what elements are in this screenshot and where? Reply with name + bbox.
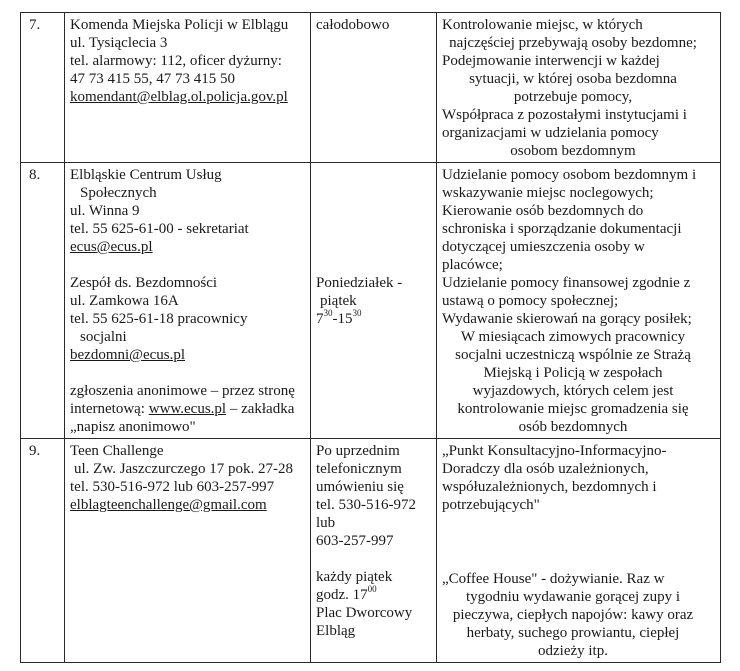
task-line: współuzależnionych, bezdomnych i [442,479,657,495]
place-line: Elbląg [316,623,356,639]
entity-phone: 47 73 415 55, 47 73 415 50 [70,71,235,87]
team-email-link[interactable]: bezdomni@ecus.pl [70,347,186,363]
hours-time [316,310,432,328]
team-name: Zespół ds. Bezdomności [70,275,218,291]
table-row [21,13,721,163]
hours-days: Poniedziałek - [316,275,403,291]
task-line: kontrolowanie miejsc gromadzenia się [457,401,689,417]
task-line: Kontrolowanie miejsc, w których [442,17,643,33]
entity-phone: tel. 530-516-972 lub 603-257-997 [70,479,275,495]
entity-email-link[interactable]: elblagteenchallenge@gmail.com [70,497,267,513]
anonymous-reports-text: zgłoszenia anonimowe – przez stronę [70,383,295,399]
entity-phone: tel. alarmowy: 112, oficer dyżurny: [70,53,282,69]
task-line: W miesiącach zimowych pracownicy [460,329,686,345]
hours-from: 7 [316,311,324,327]
team-phone: socjalni [80,329,127,345]
hours-cell [311,163,437,439]
friday-hour: 17 [352,587,368,603]
hours-line: lub [316,515,336,531]
task-line: placówce; [442,257,503,273]
task-line: najczęściej przebywają osoby bezdomne; [449,35,697,51]
hours-line: 603-257-997 [316,533,394,549]
task-line: Doradczy dla osób uzależnionych, [442,461,649,477]
entity-cell [65,439,311,663]
task-line: organizacjami w udzielania pomocy [442,125,659,141]
team-phone: tel. 55 625-61-18 pracownicy [70,311,248,327]
anonymous-prefix: internetową: [70,401,149,417]
row-number: 8. [21,163,65,439]
hours-cell: całodobowo [311,13,437,163]
hours-line: Po uprzednim [316,443,400,459]
task-line: „Punkt Konsultacyjno-Informacyjno- [442,443,667,459]
task-line: Kierowanie osób bezdomnych do [442,203,644,219]
website-link[interactable]: www.ecus.pl [148,401,227,417]
task-line: socjalni uczestniczą wspólnie ze Strażą [455,347,691,363]
task-line: Wydawanie skierowań na gorący posiłek; [442,311,692,327]
task-line: potrzebuje pomocy, [513,89,633,105]
hours-line: tel. 530-516-972 [316,497,416,513]
hours-from-min: 30 [323,308,333,318]
entity-phone: tel. 55 625-61-00 - sekretariat [70,221,249,237]
hours-line: telefonicznym [316,461,402,477]
hours-sep: - [332,311,338,327]
task-line: schroniska i sporządzanie dokumentacji [442,221,682,237]
task-line: osobom bezdomnym [510,143,636,159]
team-address: ul. Zamkowa 16A [70,293,179,309]
friday-time [316,586,432,604]
table-row [21,163,721,439]
task-line: herbaty, suchego prowiantu, ciepłej [466,625,680,641]
task-line: tygodniu wydawanie gorącej zupy i [465,589,681,605]
friday-min: 00 [367,584,377,594]
entity-cell [65,163,311,439]
task-line: osób bezdomnych [518,419,628,435]
services-table [20,12,721,663]
task-line: Miejską i Policją w zespołach [483,365,663,381]
task-line: „Coffee House" - dożywianie. Raz w [442,571,665,587]
task-line: odzieży itp. [538,643,608,659]
place-line: Plac Dworcowy [316,605,413,621]
entity-cell [65,13,311,163]
task-line: wyjazdowych, których celem jest [472,383,674,399]
hours-to: 15 [337,311,353,327]
anonymous-reports-text [70,400,306,418]
entity-address: ul. Tysiąclecia 3 [70,35,168,51]
entity-name: Elbląskie Centrum Usług [70,167,222,183]
entity-email-link[interactable]: komendant@elblag.ol.policja.gov.pl [70,89,288,105]
task-line: Udzielanie pomocy osobom bezdomnym i [442,167,697,183]
row-number: 9. [21,439,65,663]
row-number: 7. [21,13,65,163]
anonymous-suffix: – zakładka [226,401,295,417]
task-line: dotyczącej umieszczenia osoby w [442,239,645,255]
tasks-cell [437,13,721,163]
entity-name: Teen Challenge [70,443,164,459]
entity-email-link[interactable]: ecus@ecus.pl [70,239,153,255]
task-line: pieczywa, ciepłych napojów: kawy oraz [452,607,694,623]
tasks-cell [437,163,721,439]
hours-to-min: 30 [352,308,362,318]
task-line: Współpraca z pozostałymi instytucjami i [442,107,687,123]
friday-line: każdy piątek [316,569,393,585]
task-line: ustawą o pomocy społecznej; [442,293,619,309]
task-line: wskazywanie miejsc noclegowych; [442,185,654,201]
tasks-cell [437,439,721,663]
task-line: sytuacji, w której osoba bezdomna [469,71,677,87]
friday-prefix: godz. [316,587,353,603]
hours-days: piątek [320,293,357,309]
entity-address: ul. Zw. Jaszczurczego 17 pok. 27-28 [74,461,293,477]
entity-address: ul. Winna 9 [70,203,140,219]
hours-line: umówieniu się [316,479,404,495]
task-line: potrzebujących" [442,497,540,513]
entity-name: Komenda Miejska Policji w Elblągu [70,17,289,33]
task-line: Podejmowanie interwencji w każdej [442,53,660,69]
hours-cell [311,439,437,663]
task-line: Udzielanie pomocy finansowej zgodnie z [442,275,691,291]
entity-name: Społecznych [80,185,157,201]
table-row [21,439,721,663]
anonymous-reports-text: „napisz anonimowo" [70,419,196,435]
